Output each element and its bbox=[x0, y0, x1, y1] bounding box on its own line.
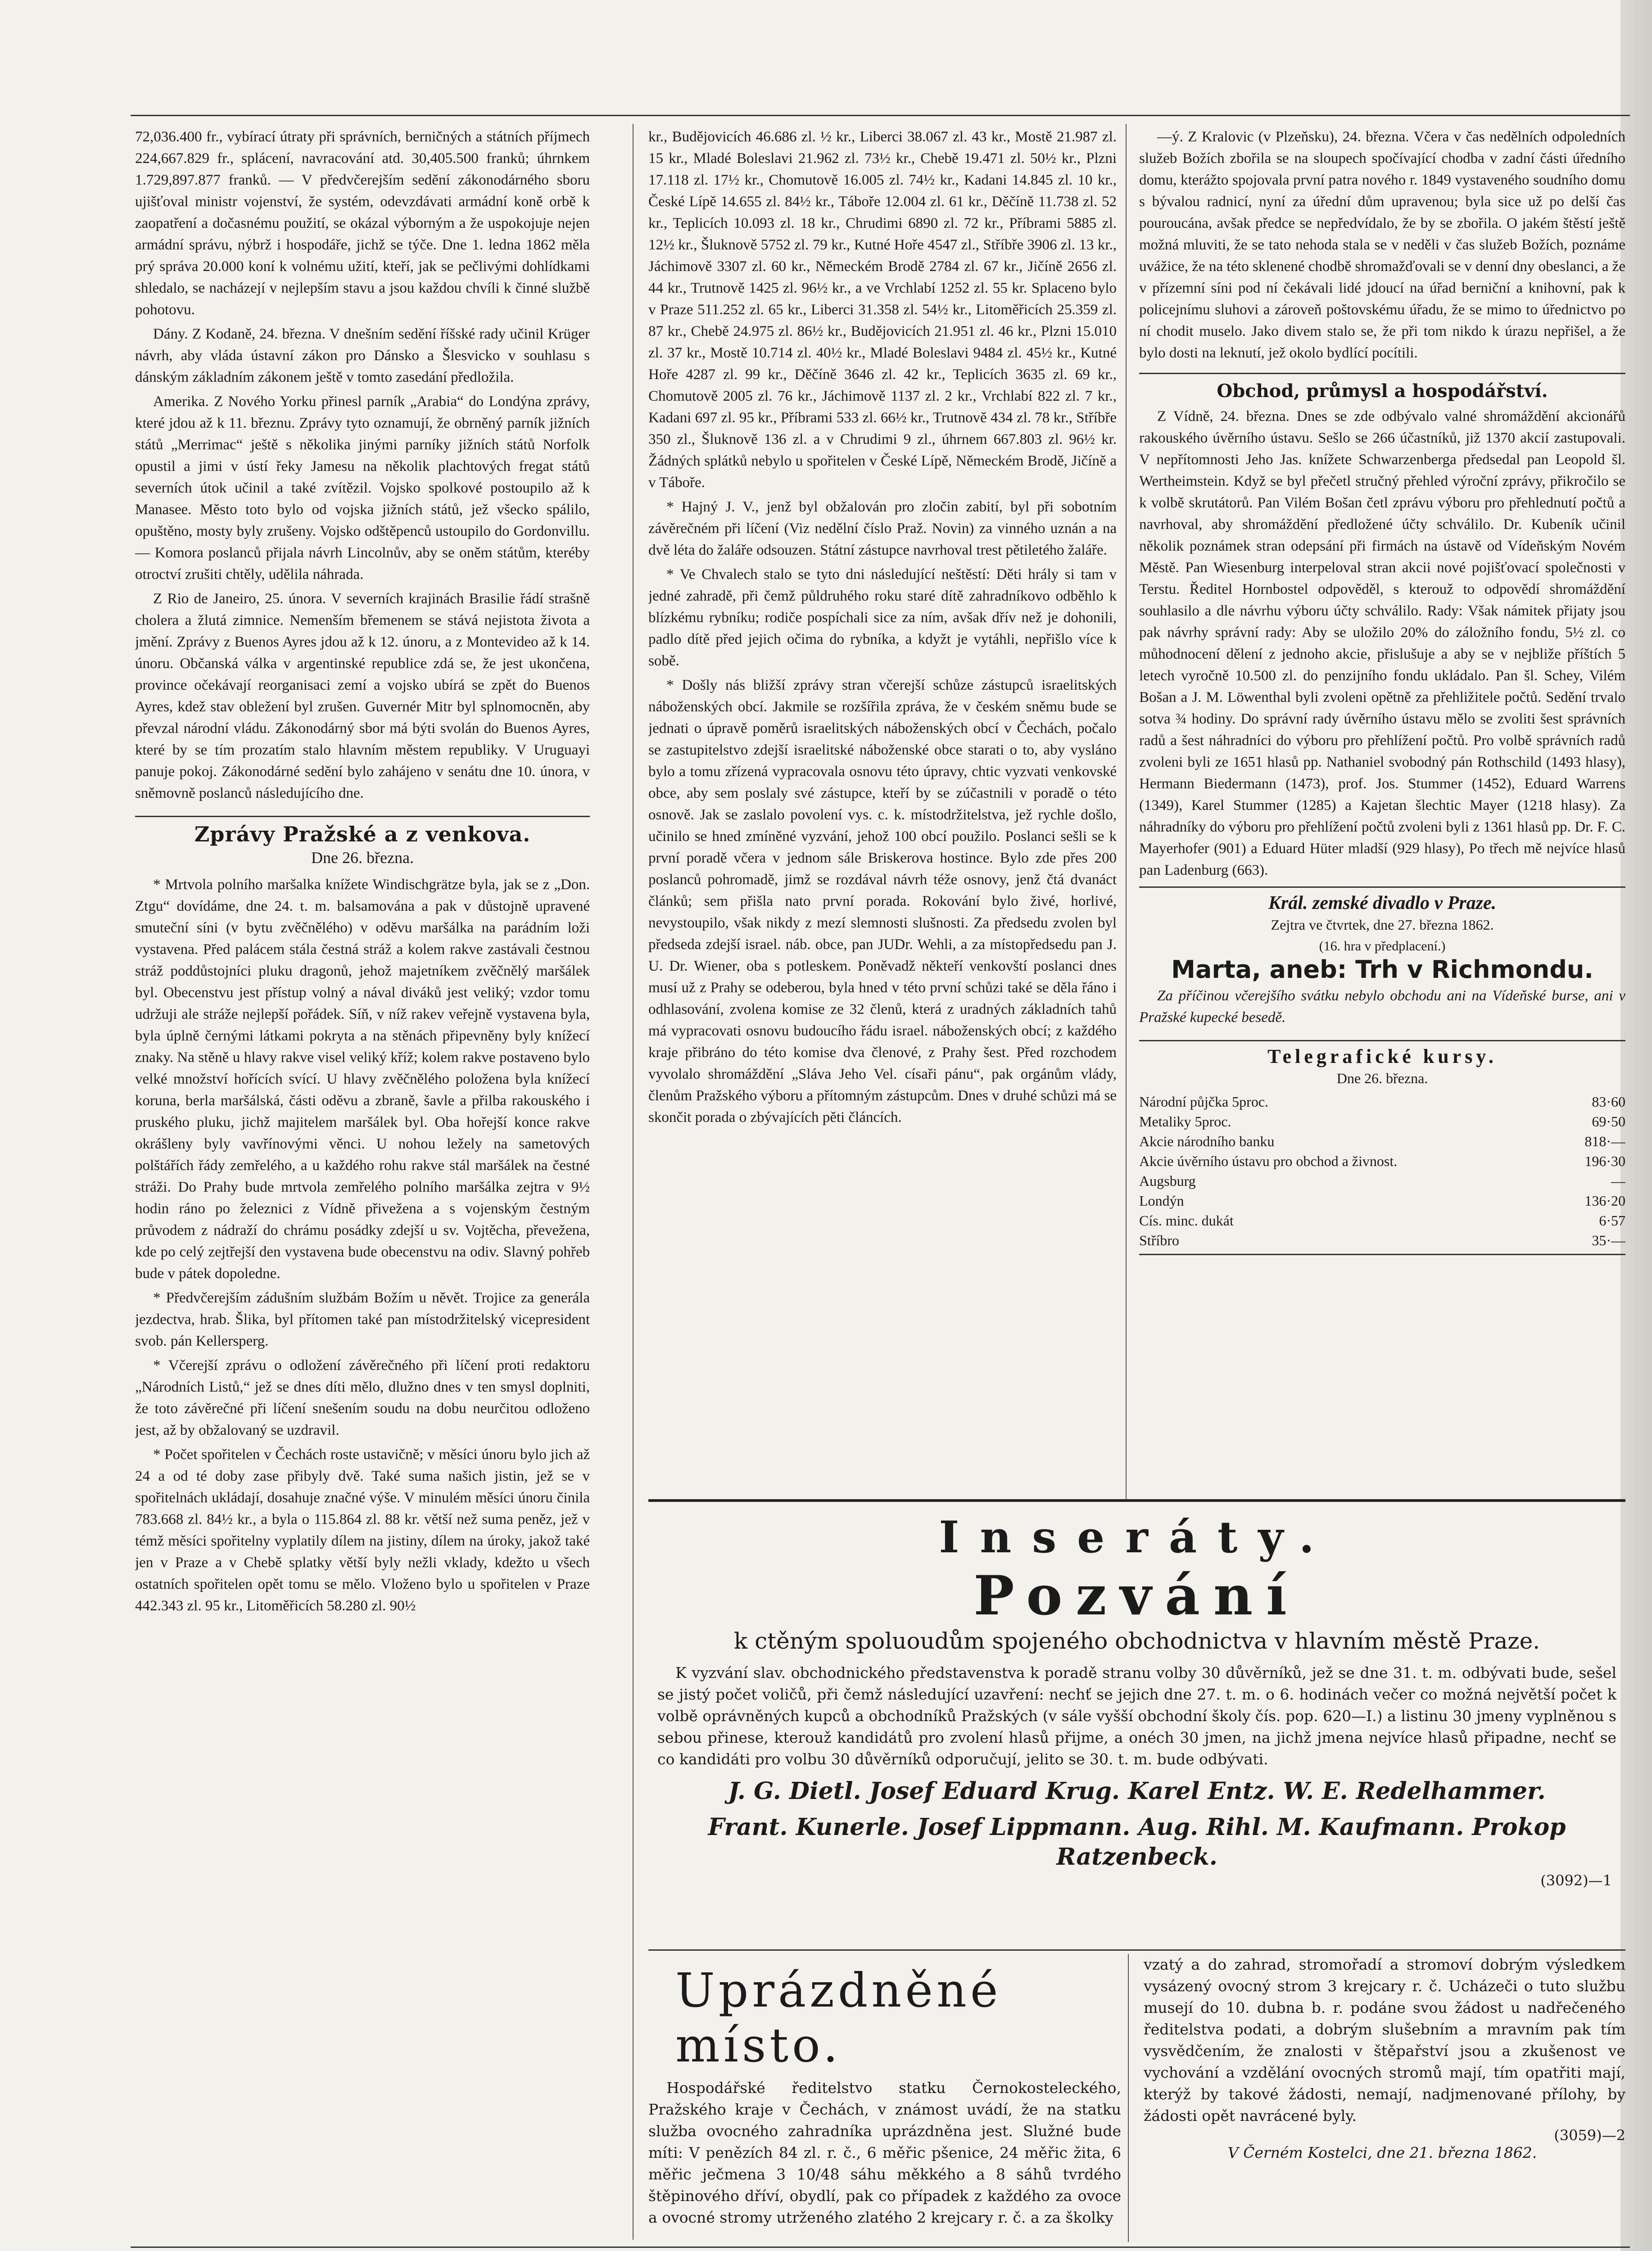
section-date: Dne 26. března. bbox=[311, 849, 414, 867]
ad-rule bbox=[648, 1949, 1625, 1951]
vacancy-text: Hospodářské ředitelstvo statku Černokosteleckého, Pražského kraje v Čechách, v známost uvádí, že na statku služba ovocného zahradníka uprázdněna jest. Služné bude míti: V penězích 84 zl. r. č., 6 měřic pšenice, 24 měřic žita, 6 měřic ječmena 3 10/48 sáhu měkkého a 8 sáhů tvrdého štěpinového dříví, obydlí, pak co případek z každého za ovoce a ovocné stromy utrženého zlatého 2 krejcary r. č. a za školky bbox=[648, 2079, 1121, 2226]
kurs-name: Metaliky 5proc. bbox=[1139, 1113, 1231, 1130]
kurs-value: 35·— bbox=[1592, 1232, 1625, 1248]
invitation-heading: Pozvání bbox=[973, 1564, 1300, 1627]
column-divider bbox=[1126, 124, 1127, 1501]
top-rule bbox=[131, 115, 1630, 116]
signatories: Frant. Kunerle. Josef Lippmann. Aug. Rihl. M. Kaufmann. Prokop Ratzenbeck. bbox=[708, 1813, 1566, 1871]
kurs-name: Augsburg bbox=[1139, 1173, 1196, 1189]
kurs-name: Akcie úvěrního ústavu pro obchod a živnost. bbox=[1139, 1153, 1398, 1169]
kurs-name: Akcie národního banku bbox=[1139, 1133, 1275, 1149]
theatre-date: Zejtra ve čtvrtek, dne 27. března 1862. bbox=[1271, 917, 1494, 933]
invitation-text: K vyzvání slav. obchodnického představenstva k poradě stranu volby 30 důvěrníků, jež se dne 31. t. m. odbývati bude, sešel se jistý počet voličů, při čemž následující uzavření: nechť se jejich dne 27. t. m. o 6. hodinách večer co možná největší počet k volbě oprávněných kupců a obchodníků Pražských (v sále vyšší obchodní školy čís. pop. 620—I.) a listinu 30 jmeny vyplněnou s sebou přinese, kterouž kandidátů pro zvolení hlasů přijme, a onéch 30 jmen, na jichž jmena nejvíce hlasů připadne, nechť se co kandidáti pro volbu 30 důvěrníků odporučují, jelito se 30. t. m. bude odbývati. bbox=[657, 1664, 1616, 1768]
signatories: J. G. Dietl. Josef Eduard Krug. Karel Entz. W. E. Redelhammer. bbox=[728, 1777, 1546, 1805]
column-divider bbox=[633, 124, 634, 2240]
theatre-play: Marta, aneb: Trh v Richmondu. bbox=[1171, 955, 1593, 984]
vacancy-title: Uprázdněné místo. bbox=[675, 1963, 1002, 2073]
kurs-name: Stříbro bbox=[1139, 1232, 1179, 1248]
kurs-row bbox=[1139, 1112, 1625, 1131]
kurs-list bbox=[1139, 1092, 1625, 1250]
news-item: * Mrtvola polního maršalka knížete Windischgrätze byla, jak se z „Don. Ztgu“ dovídáme, dne 24. t. m. balsamována a pak v důstojně upravené smuteční síni (v bytu zvěčnělého) v oděvu maršálka na parádním loži vystavena. Před palácem stála čestná stráž a kolem rakve zastávali čestnou stráž poddůstojníci pluku dragonů, jehož majetníkem zvěčnělý maršálek byl. Obecenstvu jest přístup volný a nával diváků jest veliký; vzdor tomu udržuji ale stráže nejlepší pořádek. Síň, v níž rakev veřejně vystavena byla, byla úplně černými látkami pokryta a na stěnách připevněny byly knížecí znaky. Na stěně u hlavy rakve visel veliký kříž; kolem rakve postaveno bylo velké množství hořících svící. U hlavy zvěčnělého položena byla knížecí koruna, berla maršálská, části oděvu a zbraně, šavle a přilba rakouského i pruského pluku, jichž majitelem maršálek byl. Oba hořejší konce rakve okrášleny byly vavřínovými věnci. U nohou ležely na sametových polštářích řády zemřelého, a u každého rohu rakve stál maršálek na čestné stráži. Do Prahy bude mrtvola zemřelého polního maršálka zejtra v 9½ hodin ráno po železnici z Vídně přivežena a s vojenským čestným průvodem z nádraží do chrámu posádky zdejší u sv. Vojtěcha, převežena, kde po celý zejtřejší den vystavena bude obecenstvu na odiv. Slavný pohřeb bude v pátek dopoledne. bbox=[135, 877, 590, 1282]
kurs-value: 196·30 bbox=[1584, 1153, 1625, 1169]
kurs-title: Telegrafické kursy. bbox=[1139, 1040, 1625, 1067]
column-1 bbox=[135, 126, 590, 2242]
invitation-subheading: k ctěným spoluoudům spojeného obchodnictva v hlavním městě Praze. bbox=[733, 1628, 1540, 1654]
kurs-value: — bbox=[1611, 1173, 1625, 1189]
article-paragraph: Z Vídně, 24. března. Dnes se zde odbývalo valné shromáždění akcionářů rakouského úvěrního ústavu. Sešlo se 266 účastníků, již 1370 akcií zastupovali. V nepřítomnosti Jeho Jas. knížete Schwarzenberga předsedal pan Leopold šl. Wertheimstein. Když se byl přečetl stručný přehled výroční zprávy, přikročilo se k volbě skrutátorů. Pan Vilém Bošan četl zprávu výboru pro přehlednutí počtů a navrhoval, aby shromáždění předložené účty schválilo. Dr. Kubeník učinil několik poznámek stran odepsání při firmách na ústavě od Vídeňským Novém Městě. Pan Wiesenburg interpeloval stran akcii nové pojišťovací společnosti v Terstu. Ředitel Hornbostel odpověděl, s kterouž to odpovědí shromáždění souhlasilo a dle návrhu výboru účty schválilo. Rady: Však námitek přijaty jsou pak návrhy správní rady: Aby se uložilo 20% do záložního fondu, 5½ zl. co můhodnocení dělení z jednoho akcie, přislušuje a aby se v nejbliže příštích 5 letech vyročně 10.500 zl. do penzijního fondu ukládalo. Pan šl. Schey, Vilém Bošan a J. M. Löwenthal byli zvoleni opětně za přehližitele počtů. Sedění trvalo sotva ¾ hodiny. Do správní rady úvěrního ústavu mělo se zvoliti šest správních radů a šest náhradníci do výboru pro přehlížení počtů. Pro volbě správních radů zvoleni byli ze 1651 hlasů pp. Nathaniel svobodný pán Rothschild (1493 hlasy), Hermann Biedermann (1473), prof. Jos. Stummer (1452), Eduard Warrens (1349), Karel Stummer (1285) a Kajetan šlechtic Mayer (1218 hlasy). Za náhradníky do výboru pro přehlížení počtů zvoleni byli z 1361 hlasů pp. Dr. F. C. Mayerhofer (901) a Eduard Hüter mladší (929 hlasy), Po třech mě nejvíce hlasů pan Ladenburg (663). bbox=[1139, 408, 1625, 878]
kurs-row bbox=[1139, 1230, 1625, 1250]
ad-reference: (3092)—1 bbox=[1540, 1872, 1612, 1889]
article-paragraph: Z Rio de Janeiro, 25. února. V severních krajinách Brasilie řádí strašně cholera a žlutá zimnice. Nemenším břemenem se stává nejistota života a jmění. Zprávy z Buenos Ayres jdou až k 12. únoru, a z Montevideo až k 14. únoru. Občanská válka v argentinské republice zdá se, že jest ukončena, province očekávají reorganisaci zemí a vojsko ubírá se zpět do Buenos Ayres, kdež stav obležení byl zrušen. Guvernér Mitr byl splnomocněn, aby převzal národní vládu. Zákonodárný sbor má býti svolán do Buenos Ayres, které by se tím prozatím stalo hlavním městem republiky. V Uruguayi panuje pokoj. Zákonodárné sedění bylo zahájeno v senátu dne 10. února, v sněmovně poslanců následujícího dne. bbox=[135, 591, 590, 801]
news-item: * Včerejší zprávu o odložení závěrečného při líčení proti redaktoru „Národních Listů,“ jež se dnes díti mělo, dlužno dnes v ten smysl doplniti, že toto závěrečné při líčení snešením soudu na dobu neurčitou odloženo jest, až by obžalovaný se uzdravil. bbox=[135, 1357, 590, 1438]
theatre-note: (16. hra v předplacení.) bbox=[1319, 939, 1446, 954]
section-title: Zprávy Pražské a z venkova. bbox=[135, 816, 590, 845]
kurs-value: 83·60 bbox=[1592, 1094, 1625, 1110]
inserate-rule bbox=[648, 1499, 1625, 1502]
kurs-value: 136·20 bbox=[1584, 1193, 1625, 1209]
kurs-row bbox=[1139, 1092, 1625, 1112]
column-3 bbox=[1139, 126, 1625, 1499]
vacancy-ad bbox=[648, 1954, 1126, 2251]
vacancy-ad-continued bbox=[1139, 1954, 1625, 2251]
kurs-value: 818·— bbox=[1584, 1133, 1625, 1149]
kurs-date: Dne 26. března. bbox=[1336, 1070, 1428, 1086]
article-paragraph: Amerika. Z Nového Yorku přinesl parník „Arabia“ do Londýna zprávy, které jdou až k 11. březnu. Zprávy tyto oznamují, že obrněný parník jižních států „Merrimac“ ještě s několika jinými parníky jižních států Norfolk opustil a jimi v ústí řeky Jamesu na několik plachtových fregat států severních útok učinil a také zvítězil. Vojsko spolkové postoupilo až k Manasee. Město toto bylo od vojska jižních států, jež všecko spálilo, opuštěno, mosty byly zrušeny. Vojsko odštěpenců ustoupilo do Gordonvillu. — Komora poslanců přijala návrh Lincolnův, aby se oněm státům, kteréby otroctví zrušiti chtěly, udělila náhrada. bbox=[135, 393, 590, 583]
kurs-name: Národní půjčka 5proc. bbox=[1139, 1094, 1269, 1110]
kurs-row bbox=[1139, 1191, 1625, 1211]
article-paragraph: 72,036.400 fr., vybírací útraty při správních, berničných a státních příjmech 224,667.829 fr., splácení, navracování atd. 30,405.500 franků; úhrnkem 1.729,897.877 franků. — V předvčerejším sedění zákonodárného sboru ujišťoval ministr vojenství, že systém, odevzdávati armádní koně orbě k zaopatření a dočasnému použití, se okázal výborným a že uspokojuje nejen armádní správu, nýbrž i hospodáře, jichž se týče. Dne 1. ledna 1862 měla prý správa 20.000 koní k volnému užití, kteří, jak se pečlivými dohlídkami shledalo, se nacházejí v nejlepším stavu a jsou každou chvíli k činné službě pohotovu. bbox=[135, 129, 590, 318]
news-item: * Hajný J. V., jenž byl obžalován pro zločin zabití, byl při sobotním závěrečném při líčení (Viz nedělní číslo Praž. Novin) za vinného uznán a na dvě léta do žaláře odsouzen. Státní zástupce navrhoval trest pětiletého žaláře. bbox=[648, 499, 1117, 558]
ad-reference: (3059)—2 bbox=[1554, 2127, 1625, 2144]
vacancy-text: vzatý a do zahrad, stromořadí a stromoví dobrým výsledkem vysázený ovocný strom 3 krejcary r. č. Ucházeči o tuto službu musejí do 10. dubna b. r. podáne svou žádost u nadřečeného ředitelstva podati, a dobrým slušebním a mravním pak tím vysvědčením, že znalosti v štěpařství jsou a zkušenost ve vychování a vzdělání ovocných stromů mají, tím opatřiti mají, kterýž by takové žádosti, nemají, nadjmenované přílohy, by žádosti opět navrácené byly. bbox=[1144, 1956, 1625, 2124]
theatre-remark: Za příčinou včerejšího svátku nebylo obchodu ani na Vídeňské burse, ani v Pražské kupecké besedě. bbox=[1139, 988, 1625, 1026]
kurs-row bbox=[1139, 1171, 1625, 1191]
kurs-row bbox=[1139, 1131, 1625, 1151]
article-paragraph: —ý. Z Kralovic (v Plzeňsku), 24. března. Včera v čas nedělních odpoledních služeb Božích zbořila se na sloupech spočívající chodba v zadní části úředního domu, kterážto spojovala první patra nového r. 1849 vystaveného soudního domu s bývalou radnicí, nyní za úřední dům upravenou; byla sice už po delší čas pouroucána, avšak předce se nepředvídalo, že by se zbořila. O jakém štěstí ještě možná mluviti, že se tato nehoda stala se v neděli v čas služeb Božích, poznáme uvážice, že na této sklenené chodbě shromažďovali se v denní dny obeslanci, a že v přízemní síni pod ní čekávali lidé jdoucí na úřad berniční a knihovní, pak k policejnímu sluhovi a zároveň poštovskému úřadu, že se mimo to úřednictvo po ní chodit muselo. Jako divem stalo se, že při tom nikdo k úrazu nepřišel, a že bylo dosti na leknutí, jež okolo bydlící pocítili. bbox=[1139, 129, 1625, 361]
article-paragraph: Dány. Z Kodaně, 24. března. V dnešním sedění říšské rady učinil Krüger návrh, aby vláda ústavní zákon pro Dánsko a Šlesvicko v souhlasu s dánským základním zákonem ještě v tomto zasedání předložila. bbox=[135, 326, 590, 385]
news-item: * Došly nás bližší zprávy stran včerejší schůze zástupců israelitských náboženských obcí. Jakmile se rozšířila zpráva, že v českém sněmu bude se jednati o úpravě poměrů israelitských náboženských obcí v Čechách, počalo se zastupitelstvo zdejší israelitské náboženské obce starati o to, aby vysláno bylo a tomu zřízená vypracovala osnovu této úpravy, chtic vyzvati venkovské obce, aby sem poslaly své zástupce, kteří by se zúčastnili v poradě o této osnově. Jak se zaslalo povolení vys. c. k. místodržitelstva, jež rychle došlo, učinilo se hned zmíněné vyzvání, jehož 100 obcí použilo. Poslanci sešli se k první poradě včera v jednom sále Briskerova hostince. Bylo zde přes 200 poslanců pohromadě, jimž se rozdával návrh téže osnovy, jenž čtá dvanáct článků; sem přišla nato první porada. Rokování bylo živé, horlivé, nevystoupilo, však nikdy z mezí slemnosti slušnosti. Za předsedu zvolen byl předseda zdejší israel. náb. obce, pan JUDr. Wehli, a za místopředsedu pan J. U. Dr. Wiener, oba s potleskem. Poněvadž někteří venkovští poslanci dnes musí už z Prahy se odeberou, byla hned v této první schůzi také se děla řáno i odhlasování, zvolena komise ze 32 členů, která z uradných základních tahů má vypracovati osnovu budoucího řádu israel. náboženských obcí; z každého kraje přibráno do této komise dva členové, z Prahy šest. Před rozchodem vyvolalo shromáždění „Sláva Jeho Vel. císaři pánu“, pak orgánům vlády, členům Pražského výboru a přítomným zástupcům. Dnes v druhé schůzi má se skončit porada o zbývajících pěti článcích. bbox=[648, 677, 1117, 1126]
section-title: Obchod, průmysl a hospodářství. bbox=[1139, 373, 1625, 402]
meteo-title bbox=[131, 2246, 1630, 2251]
column-divider bbox=[1128, 1954, 1129, 2242]
inserate-title: Inseráty. bbox=[939, 1512, 1335, 1563]
meteo-section bbox=[131, 2246, 1630, 2251]
ad-place-date: V Černém Kostelci, dne 21. března 1862. bbox=[1227, 2144, 1537, 2161]
news-item: * Předvčerejším zádušním službám Božím u něvět. Trojice za generála jezdectva, hrab. Šlika, byl přítomen také pan místodržitelský vicepresident svob. pán Kellersperg. bbox=[135, 1290, 590, 1349]
kurs-row bbox=[1139, 1151, 1625, 1171]
theatre-title: Král. zemské divadlo v Praze. bbox=[1268, 893, 1497, 913]
kurs-value: 69·50 bbox=[1592, 1113, 1625, 1130]
kurs-name: Cís. minc. dukát bbox=[1139, 1212, 1234, 1229]
kurs-row bbox=[1139, 1211, 1625, 1230]
kurs-value: 6·57 bbox=[1599, 1212, 1625, 1229]
news-item: * Ve Chvalech stalo se tyto dni následující neštěstí: Děti hrály si tam v jedné zahradě, při čemž půldruhého roku staré dítě zahradníkovo odběhlo k blízkému rybníku; rodiče pospíchali sice za ním, avšak dřív než je dohonili, padlo dítě před jejich očima do rybníka, a kdyžt je vytáhli, nepřišlo více k sobě. bbox=[648, 566, 1117, 669]
article-paragraph: kr., Budějovicích 46.686 zl. ½ kr., Liberci 38.067 zl. 43 kr., Mostě 21.987 zl. 15 kr., Mladé Boleslavi 21.962 zl. 73½ kr., Chebě 19.471 zl. 50½ kr., Plzni 17.118 zl. 17½ kr., Chomutově 16.005 zl. 74½ kr., Kadani 14.845 zl. 10 kr., České Lípě 14.655 zl. 84½ kr., Táboře 12.004 zl. 61 kr., Děčíně 11.738 zl. 52 kr., Teplicích 10.093 zl. 18 kr., Chrudimi 6890 zl. 72 kr., Příbrami 5885 zl. 12½ kr., Šluknově 5752 zl. 79 kr., Kutné Hoře 4547 zl., Stříbře 3906 zl. 13 kr., Jáchimově 3307 zl. 60 kr., Německém Brodě 2784 zl. 67 kr., Jičíně 2656 zl. 44 kr., Trutnově 1425 zl. 96½ kr., a ve Vrchlabí 1252 zl. 55 kr. Splaceno bylo v Praze 511.252 zl. 65 kr., Liberci 31.358 zl. 54½ kr., Litoměřicích 25.359 zl. 87 kr., Chebě 24.975 zl. 86½ kr., Budějovicích 21.951 zl. 46 kr., Plzni 15.010 zl. 37 kr., Mostě 10.714 zl. 40½ kr., Mladé Boleslavi 9484 zl. 45½ kr., Kutné Hoře 4287 zl. 99 kr., Děčíně 3646 zl. 42 kr., Teplicích 3635 zl. 69 kr., Chomutově 2005 zl. 76 kr., Jáchimově 1137 zl. 2 kr., Vrchlabí 822 zl. 7 kr., Kadani 697 zl. 95 kr., Příbrami 533 zl. 66½ kr., Trutnově 434 zl. 78 kr., Stříbře 350 zl., Šluknově 136 zl. a v Chrudimi 9 zl., úhrnem 667.803 zl. 96½ kr. Žádných splátků nebylo u spořitelen v České Lípě, Německém Brodě, Jičíně a v Táboře. bbox=[648, 129, 1117, 491]
kurs-name: Londýn bbox=[1139, 1193, 1184, 1209]
news-item: * Počet spořitelen v Čechách roste ustavičně; v měsíci únoru bylo jich až 24 a od té doby zase přibyly dvě. Také suma našich jistin, jež se v spořitelnách ukládají, dosahuje značné výše. V minulém měsíci únoru činila 783.668 zl. 84½ kr., a byla o 115.864 zl. 88 kr. větší než suma peněz, jež v témž měsíci spořitelny vyplatily dílem na jistiny, dílem na úroky, jakož také jen v Praze a v Chebě splatky větší byly nežli vklady, kdežto u všech ostatních spořitelen opět tomu se mělo. Vloženo bylo u spořitelen v Praze 442.343 zl. 95 kr., Litoměřicích 58.280 zl. 90½ bbox=[135, 1446, 590, 1614]
column-2 bbox=[648, 126, 1117, 1495]
